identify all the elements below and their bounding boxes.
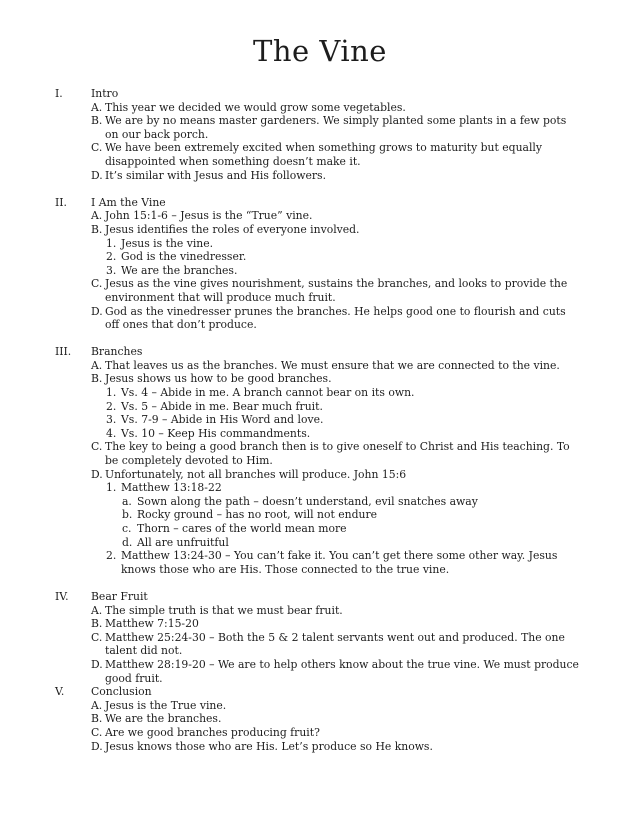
outline-item-line: good fruit. xyxy=(105,671,163,685)
outline-item-label: B. xyxy=(91,712,103,726)
outline-item-line: Jesus is the vine. xyxy=(121,236,214,250)
outline-item-label: D. xyxy=(91,739,103,753)
outline-item-label: 2. xyxy=(106,549,117,563)
outline-item xyxy=(55,495,622,509)
outline-item-line: Matthew 25:24-30 – Both the 5 & 2 talent servants went out and produced. The one xyxy=(105,630,565,644)
section-heading-row xyxy=(55,196,622,210)
outline-item-label: D. xyxy=(91,657,103,671)
outline-item-line: Vs. 10 – Keep His commandments. xyxy=(121,426,311,440)
section-heading-row xyxy=(55,685,622,699)
outline-item-line: That leaves us as the branches. We must ensure that we are connected to the vine. xyxy=(105,358,560,372)
outline-item xyxy=(55,536,622,550)
outline-item xyxy=(55,277,622,304)
outline-item-text xyxy=(121,237,622,251)
outline-item-text xyxy=(105,223,622,237)
outline-item-label: A. xyxy=(91,100,103,114)
outline-item xyxy=(55,440,622,467)
outline-item xyxy=(55,413,622,427)
outline-item-text xyxy=(105,209,622,223)
outline-item-label: B. xyxy=(91,222,103,236)
outline-item-label: A. xyxy=(91,209,103,223)
outline-item-label: 1. xyxy=(106,481,117,495)
outline-item xyxy=(55,101,622,115)
page-title: The Vine xyxy=(253,34,387,68)
outline-item-label: 2. xyxy=(106,250,117,264)
outline-item-text xyxy=(137,495,622,509)
outline-item-line: Vs. 7-9 – Abide in His Word and love. xyxy=(121,413,324,427)
outline-item-line: We are the branches. xyxy=(105,712,222,726)
outline-item-label: 2. xyxy=(106,399,117,413)
section-numeral: II. xyxy=(55,195,67,209)
outline-item-line: Rocky ground – has no root, will not endure xyxy=(137,508,378,522)
outline-item xyxy=(55,427,622,441)
outline-item-line: Vs. 5 – Abide in me. Bear much fruit. xyxy=(121,399,323,413)
outline-item-text xyxy=(121,549,622,576)
outline-item xyxy=(55,114,622,141)
outline-item-line: Thorn – cares of the world mean more xyxy=(137,522,347,535)
outline-item-label: 3. xyxy=(106,413,117,427)
outline-item-text xyxy=(121,427,622,441)
outline-item xyxy=(55,372,622,386)
outline-item-label: A. xyxy=(91,603,103,617)
outline-item-label: D. xyxy=(91,168,103,182)
outline-item-line: We are the branches. xyxy=(121,263,238,277)
outline-item-line: God is the vinedresser. xyxy=(121,250,247,264)
outline-item-text xyxy=(105,740,622,754)
outline-item-text xyxy=(105,658,622,685)
outline-item-line: knows those who are His. Those connected to the true vine. xyxy=(121,562,450,576)
outline-item xyxy=(55,250,622,264)
section-heading-row xyxy=(55,590,622,604)
outline-section xyxy=(55,196,622,332)
outline-section xyxy=(55,345,622,576)
outline-item-line: Jesus identifies the roles of everyone involved. xyxy=(105,222,360,236)
outline-item xyxy=(55,658,622,685)
outline-item xyxy=(55,508,622,522)
section-heading-row xyxy=(55,345,622,359)
outline-item-text xyxy=(121,400,622,414)
outline-item xyxy=(55,386,622,400)
outline-item-line: Jesus as the vine gives nourishment, sustains the branches, and looks to provide the xyxy=(105,277,568,291)
section-heading: Bear Fruit xyxy=(91,589,148,603)
outline-item xyxy=(55,468,622,482)
outline-item xyxy=(55,169,622,183)
outline-item-text xyxy=(105,604,622,618)
outline-item-line: We are by no means master gardeners. We simply planted some plants in a few pots xyxy=(105,114,567,128)
outline-item-label: 4. xyxy=(106,426,117,440)
outline-item-line: Matthew 13:18-22 xyxy=(121,481,222,495)
outline-item-text xyxy=(105,114,622,141)
outline-item-label: 3. xyxy=(106,263,117,277)
outline-item-text xyxy=(121,413,622,427)
outline-item xyxy=(55,400,622,414)
outline-item xyxy=(55,141,622,168)
outline-item-label: B. xyxy=(91,617,103,631)
outline-item-label: D. xyxy=(91,304,103,318)
outline-item-text xyxy=(137,522,622,536)
outline-item-line: Sown along the path – doesn’t understand, evil snatches away xyxy=(137,494,478,508)
outline-item-line: Matthew 28:19-20 – We are to help others know about the true vine. We must produce xyxy=(105,657,579,671)
outline-item xyxy=(55,712,622,726)
outline-item-text xyxy=(105,712,622,726)
outline-item-line: This year we decided we would grow some vegetables. xyxy=(105,100,406,114)
outline-item-label: B. xyxy=(91,114,103,128)
outline-item xyxy=(55,549,622,576)
outline-item-line: Are we good branches producing fruit? xyxy=(105,725,320,739)
outline-item-text xyxy=(137,508,622,522)
outline-item-line: Vs. 4 – Abide in me. A branch cannot bear on its own. xyxy=(121,386,415,400)
section-heading: I Am the Vine xyxy=(91,195,166,209)
outline-item-text xyxy=(105,169,622,183)
outline-item-line: Matthew 7:15-20 xyxy=(105,617,199,631)
outline-item-line: talent did not. xyxy=(105,644,183,658)
outline-item-label: B. xyxy=(91,372,103,386)
outline-item-label: C. xyxy=(91,440,103,454)
outline-item-label: D. xyxy=(91,467,103,481)
outline-item-line: Matthew 13:24-30 – You can’t fake it. You can’t get there some other way. Jesus xyxy=(121,549,558,563)
outline-item-text xyxy=(121,264,622,278)
outline-item-text xyxy=(105,631,622,658)
outline-item-label: C. xyxy=(91,630,103,644)
outline-item xyxy=(55,209,622,223)
outline-item xyxy=(55,726,622,740)
outline-item-text xyxy=(105,372,622,386)
section-heading: Intro xyxy=(91,87,119,100)
outline-section xyxy=(55,590,622,685)
outline-item-line: disappointed when something doesn’t make it. xyxy=(105,154,361,168)
outline-item-line: environment that will produce much fruit. xyxy=(105,290,336,304)
outline-item xyxy=(55,604,622,618)
outline-section xyxy=(55,685,622,753)
outline-item-label: a. xyxy=(122,494,132,508)
section-heading: Conclusion xyxy=(91,685,152,699)
outline-item-line: Jesus is the True vine. xyxy=(105,698,227,712)
section-numeral: III. xyxy=(55,345,72,359)
outline xyxy=(0,87,640,753)
outline-item-text xyxy=(105,468,622,482)
outline-item-text xyxy=(105,277,622,304)
outline-item-line: God as the vinedresser prunes the branches. He helps good one to flourish and cuts xyxy=(105,304,566,318)
outline-item-text xyxy=(105,359,622,373)
outline-item-label: b. xyxy=(122,508,133,522)
outline-item-line: It’s similar with Jesus and His followers. xyxy=(105,168,327,182)
section-heading: Branches xyxy=(91,345,143,359)
outline-item-text xyxy=(105,101,622,115)
outline-item xyxy=(55,699,622,713)
outline-item-line: off ones that don’t produce. xyxy=(105,318,257,332)
outline-item-label: d. xyxy=(122,535,133,549)
outline-item-line: Jesus shows us how to be good branches. xyxy=(105,372,332,386)
section-numeral: V. xyxy=(55,685,65,699)
outline-item-label: c. xyxy=(122,522,132,535)
outline-section xyxy=(55,87,622,182)
outline-item-line: All are unfruitful xyxy=(137,535,229,549)
outline-item-text xyxy=(121,250,622,264)
outline-item-text xyxy=(137,536,622,550)
outline-item-text xyxy=(105,141,622,168)
outline-item-line: Unfortunately, not all branches will produce. John 15:6 xyxy=(105,467,407,481)
outline-item xyxy=(55,237,622,251)
outline-item-line: John 15:1-6 – Jesus is the “True” vine. xyxy=(105,209,313,223)
outline-item-label: 1. xyxy=(106,386,117,400)
outline-item xyxy=(55,481,622,495)
outline-item-text xyxy=(121,386,622,400)
outline-item xyxy=(55,223,622,237)
outline-item-label: C. xyxy=(91,277,103,291)
outline-item xyxy=(55,359,622,373)
section-numeral: I. xyxy=(55,87,63,100)
outline-item xyxy=(55,264,622,278)
outline-item-line: We have been extremely excited when something grows to maturity but equally xyxy=(105,141,542,155)
outline-item-line: Jesus knows those who are His. Let’s produce so He knows. xyxy=(105,739,433,753)
outline-item xyxy=(55,631,622,658)
outline-item xyxy=(55,522,622,536)
outline-item xyxy=(55,617,622,631)
outline-item-label: A. xyxy=(91,698,103,712)
outline-item-text xyxy=(105,617,622,631)
outline-item xyxy=(55,305,622,332)
outline-item-line: The key to being a good branch then is to give oneself to Christ and His teaching. To xyxy=(105,440,570,454)
outline-item-text xyxy=(105,305,622,332)
outline-item-label: C. xyxy=(91,725,103,739)
outline-item-label: C. xyxy=(91,141,103,155)
section-heading-row xyxy=(55,87,622,101)
section-numeral: IV. xyxy=(55,589,69,603)
outline-item-line: on our back porch. xyxy=(105,127,209,141)
outline-item xyxy=(55,740,622,754)
outline-item-line: The simple truth is that we must bear fruit. xyxy=(105,603,343,617)
outline-item-text xyxy=(105,440,622,467)
outline-item-text xyxy=(121,481,622,495)
outline-item-label: 1. xyxy=(106,236,117,250)
outline-item-text xyxy=(105,726,622,740)
outline-item-line: be completely devoted to Him. xyxy=(105,454,273,468)
outline-item-label: A. xyxy=(91,358,103,372)
outline-item-text xyxy=(105,699,622,713)
